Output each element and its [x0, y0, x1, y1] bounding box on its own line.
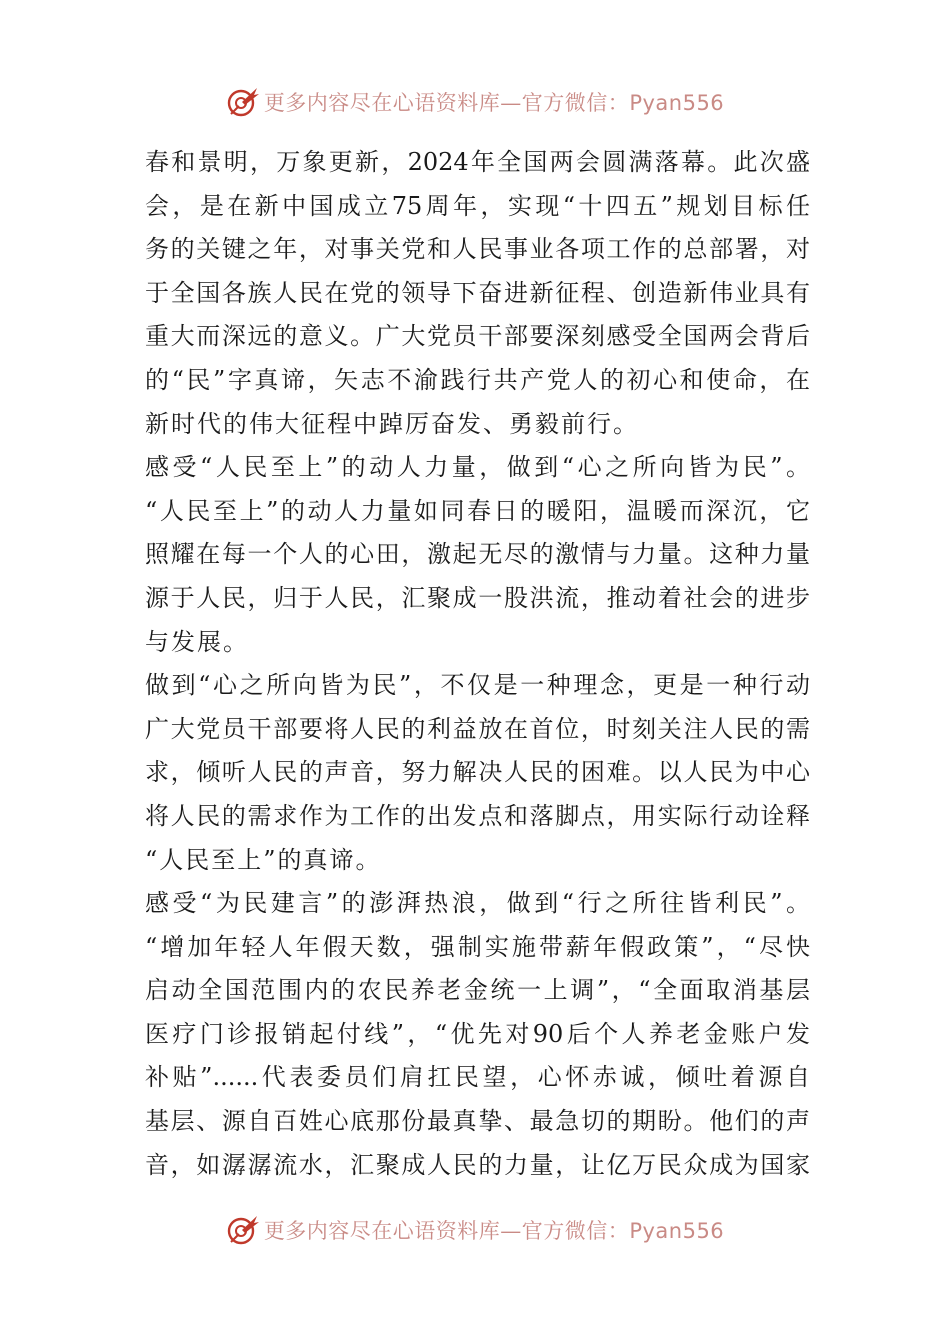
text-line: 音，如潺潺流水，汇聚成人民的力量，让亿万民众成为国家 [145, 1150, 810, 1179]
text-line: 求，倾听人民的声音，努力解决人民的困难。以人民为中心 [145, 758, 810, 787]
text-line: 于全国各族人民在党的领导下奋进新征程、创造新伟业具有 [145, 278, 810, 307]
text-line: 感受“人民至上”的动人力量，做到“心之所向皆为民”。 [145, 453, 810, 482]
text-line: 源于人民，归于人民，汇聚成一股洪流，推动着社会的进步 [145, 583, 810, 612]
text-line: 务的关键之年，对事关党和人民事业各项工作的总部署，对 [145, 235, 810, 264]
text-line: “人民至上”的动人力量如同春日的暖阳，温暖而深沉，它 [145, 496, 810, 525]
header-banner-text: 更多内容尽在心语资料库—官方微信：Pyan556 [263, 91, 725, 115]
text-line: 补贴”......代表委员们肩扛民望，心怀赤诚，倾吐着源自 [145, 1063, 810, 1092]
text-line: 感受“为民建言”的澎湃热浪，做到“行之所往皆利民”。 [145, 889, 810, 918]
quill-logo-icon [226, 85, 260, 119]
document-body [145, 141, 810, 1187]
text-line: “人民至上”的真谛。 [145, 845, 382, 874]
text-line: 会，是在新中国成立75周年，实现“十四五”规划目标任 [145, 191, 810, 220]
text-line: 启动全国范围内的农民养老金统一上调”，“全面取消基层 [145, 976, 810, 1005]
quill-logo-icon [226, 1213, 260, 1247]
text-line: 医疗门诊报销起付线”，“优先对90后个人养老金账户发 [145, 1019, 810, 1048]
footer-banner-text: 更多内容尽在心语资料库—官方微信：Pyan556 [263, 1219, 725, 1243]
text-line: 的“民”字真谛，矢志不渝践行共产党人的初心和使命，在 [145, 365, 810, 394]
text-line: 将人民的需求作为工作的出发点和落脚点，用实际行动诠释 [145, 801, 810, 830]
text-line: 基层、源自百姓心底那份最真挚、最急切的期盼。他们的声 [145, 1107, 810, 1136]
text-line: 广大党员干部要将人民的利益放在首位，时刻关注人民的需 [145, 714, 810, 743]
text-line: 照耀在每一个人的心田，激起无尽的激情与力量。这种力量 [145, 540, 810, 569]
text-line: 与发展。 [145, 627, 249, 656]
header-banner [0, 82, 950, 122]
text-line: 新时代的伟大征程中踔厉奋发、勇毅前行。 [145, 409, 639, 438]
text-line: “增加年轻人年假天数，强制实施带薪年假政策”，“尽快 [145, 932, 810, 961]
footer-banner [0, 1210, 950, 1250]
text-line: 春和景明，万象更新，2024年全国两会圆满落幕。此次盛 [145, 148, 810, 176]
text-line: 做到“心之所向皆为民”，不仅是一种理念，更是一种行动 [145, 671, 810, 700]
text-line: 重大而深远的意义。广大党员干部要深刻感受全国两会背后 [145, 322, 810, 351]
